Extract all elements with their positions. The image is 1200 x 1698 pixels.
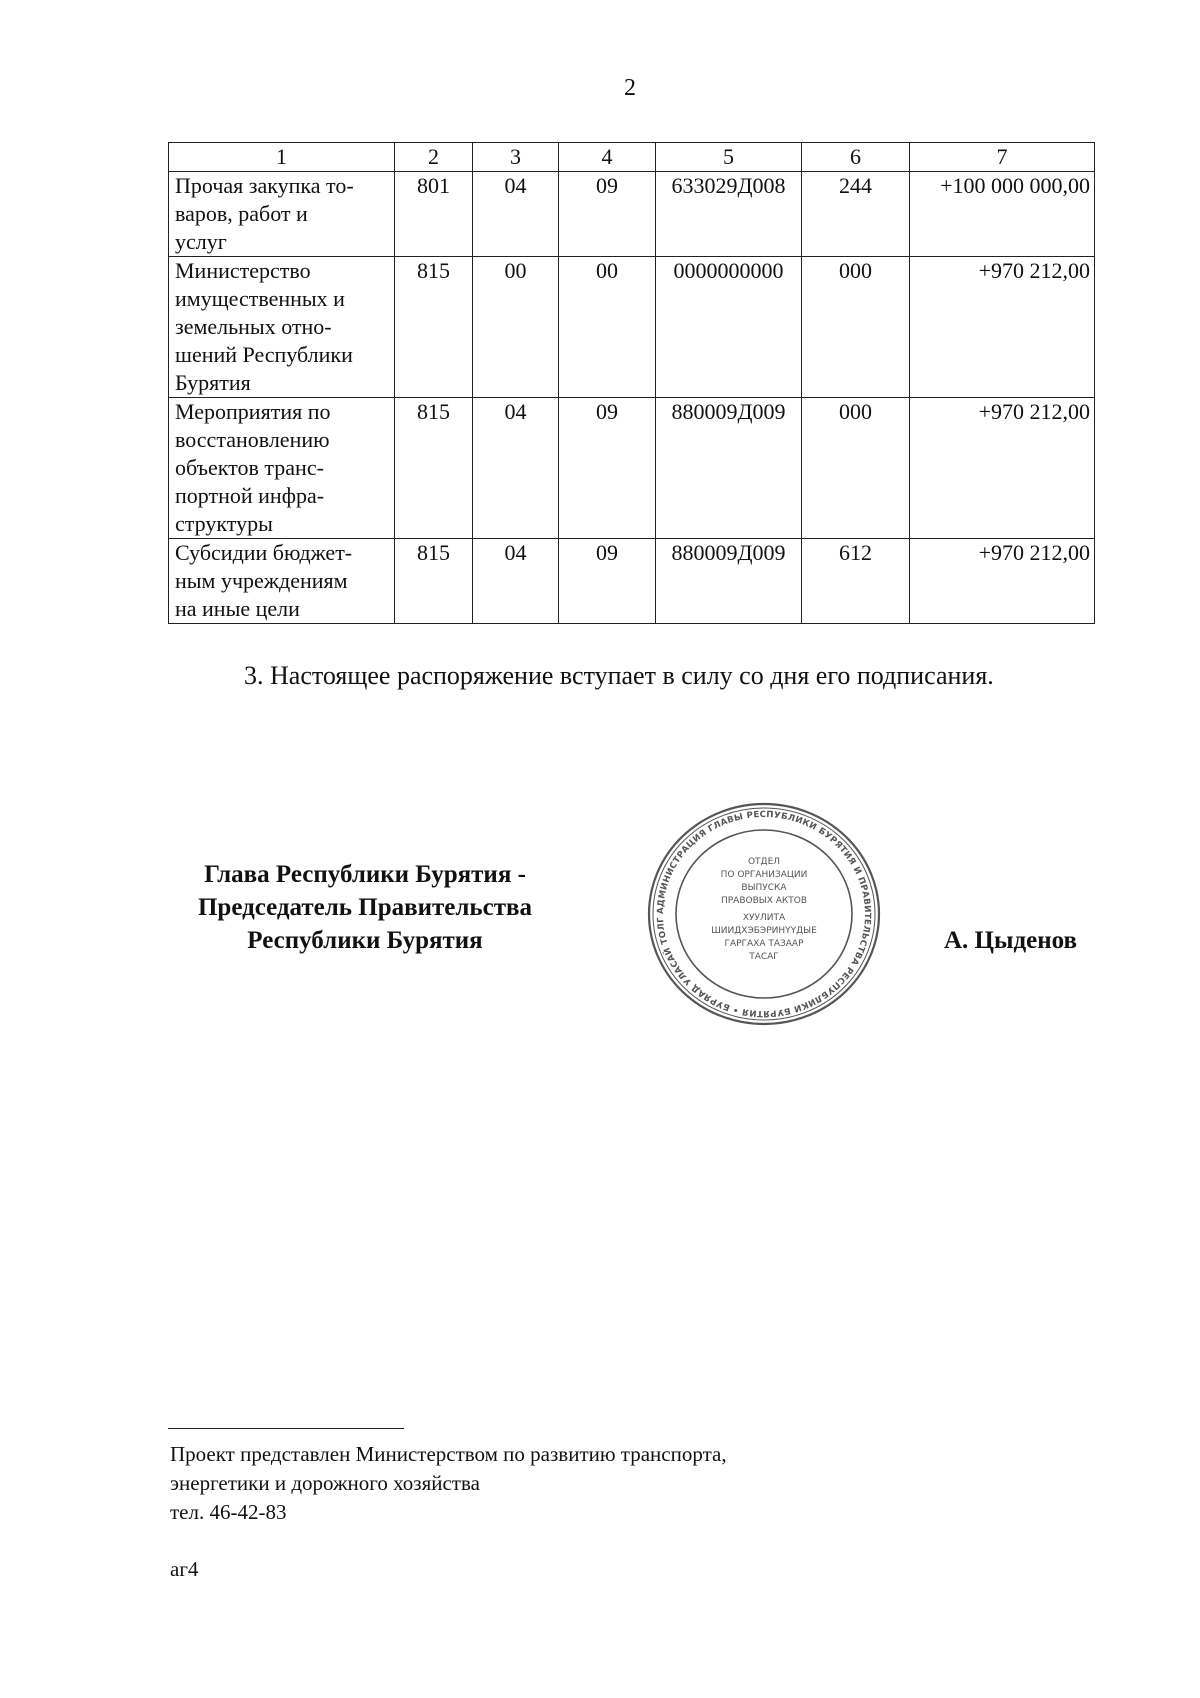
column-header: 2: [395, 143, 473, 172]
page-number: 2: [624, 75, 636, 101]
footnote-line: тел. 46-42-83: [170, 1500, 287, 1524]
row-name-cell: [169, 539, 395, 624]
ministry-code-cell: 815: [395, 257, 473, 398]
expense-type-cell: 000: [802, 398, 910, 539]
footnote-line: энергетики и дорожного хозяйства: [170, 1471, 480, 1495]
subsection-cell: 09: [559, 398, 656, 539]
amount-cell: +970 212,00: [910, 257, 1095, 398]
amount-cell: +100 000 000,00: [910, 172, 1095, 257]
ministry-code-cell: 815: [395, 539, 473, 624]
target-article-cell: 880009Д009: [656, 398, 802, 539]
row-name-line: структуры: [175, 511, 273, 536]
subsection-cell: 09: [559, 539, 656, 624]
subsection-cell: 09: [559, 172, 656, 257]
row-name-line: портной инфра-: [175, 483, 325, 508]
table-row: [169, 398, 1095, 539]
row-name-line: имущественных и: [175, 286, 345, 311]
seal-inner-line: ТАСАГ: [749, 952, 779, 962]
row-name-line: Субсидии бюджет-: [175, 540, 353, 565]
seal-inner-line: ШИИДХЭБЭРИНҮҮДЫЕ: [711, 926, 817, 936]
row-name-line: услуг: [175, 229, 227, 254]
official-seal: [644, 800, 884, 1028]
seal-outer-text: [644, 800, 872, 1018]
footnote-line: Проект представлен Министерством по развитию транспорта,: [170, 1442, 727, 1466]
section-cell: 04: [473, 398, 559, 539]
row-name-line: Прочая закупка то-: [175, 173, 354, 198]
column-header: 7: [910, 143, 1095, 172]
row-name-line: объектов транс-: [175, 455, 324, 480]
amount-cell: +970 212,00: [910, 398, 1095, 539]
section-cell: 04: [473, 172, 559, 257]
row-name-line: Бурятия: [175, 370, 251, 395]
section-cell: 04: [473, 539, 559, 624]
footnote-divider: [168, 1428, 404, 1429]
clause-3-text: 3. Настоящее распоряжение вступает в силу со дня его подписания.: [244, 661, 994, 690]
ministry-code-cell: 815: [395, 398, 473, 539]
row-name-cell: [169, 398, 395, 539]
target-article-cell: 0000000000: [656, 257, 802, 398]
table-header-row: [169, 143, 1095, 172]
column-header: 5: [656, 143, 802, 172]
document-code: аг4: [170, 1557, 199, 1581]
seal-inner-line: ХУУЛИТА: [742, 913, 786, 923]
row-name-line: восстановлению: [175, 427, 330, 452]
row-name-line: шений Республики: [175, 342, 353, 367]
footnote: [170, 1440, 727, 1527]
target-article-cell: 633029Д008: [656, 172, 802, 257]
row-name-line: на иные цели: [175, 596, 300, 621]
signer-title: [160, 858, 570, 957]
expense-type-cell: 244: [802, 172, 910, 257]
column-header: 1: [169, 143, 395, 172]
table-row: [169, 172, 1095, 257]
subsection-cell: 00: [559, 257, 656, 398]
row-name-cell: [169, 257, 395, 398]
table-row: [169, 257, 1095, 398]
seal-inner-line: ВЫПУСКА: [741, 883, 787, 893]
row-name-line: Мероприятия по: [175, 399, 331, 424]
row-name-line: земельных отно-: [175, 314, 332, 339]
budget-table: [168, 142, 1095, 624]
row-name-line: варов, работ и: [175, 201, 308, 226]
signer-title-line: Председатель Правительства: [197, 894, 533, 921]
section-cell: 00: [473, 257, 559, 398]
seal-inner-line: ПО ОРГАНИЗАЦИИ: [720, 870, 808, 880]
column-header: 6: [802, 143, 910, 172]
signer-title-line: Глава Республики Бурятия -: [204, 861, 526, 888]
signer-name: А. Цыденов: [944, 927, 1078, 954]
row-name-cell: [169, 172, 395, 257]
row-name-line: Министерство: [175, 258, 311, 283]
expense-type-cell: 612: [802, 539, 910, 624]
amount-cell: +970 212,00: [910, 539, 1095, 624]
seal-inner-line: ПРАВОВЫХ АКТОВ: [720, 896, 808, 906]
ministry-code-cell: 801: [395, 172, 473, 257]
target-article-cell: 880009Д009: [656, 539, 802, 624]
row-name-line: ным учреждениям: [175, 568, 348, 593]
seal-inner-line: ГАРГАХА ТАЗААР: [724, 939, 804, 949]
signer-title-line: Республики Бурятия: [247, 927, 483, 954]
seal-icon: [644, 800, 884, 1028]
seal-outer-text-path: АДМИНИСТРАЦИЯ ГЛАВЫ РЕСПУБЛИКИ БУРЯТИЯ И ПРАВИТЕЛЬСТВА РЕСПУБЛИКИ БУРЯТИЯ • БУРЯАД УЛАСАЙ ТОЛГ: [655, 809, 873, 1019]
column-header: 4: [559, 143, 656, 172]
seal-inner-line: ОТДЕЛ: [747, 857, 781, 867]
column-header: 3: [473, 143, 559, 172]
expense-type-cell: 000: [802, 257, 910, 398]
table-row: [169, 539, 1095, 624]
